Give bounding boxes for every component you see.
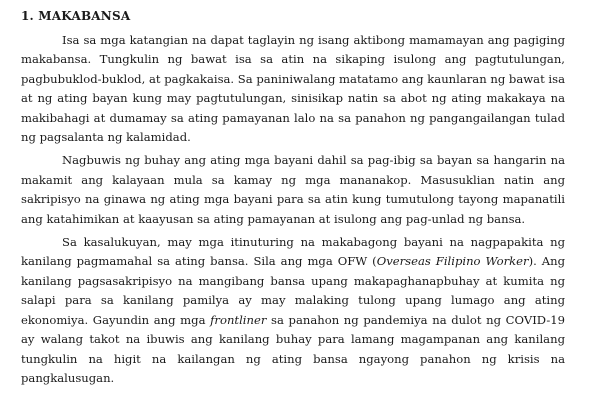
ofw-term-italic: Overseas Filipino Worker (376, 254, 529, 269)
paragraph-3-part-3: sa panahon ng pandemiya na dulot ng COVID-19 ay walang takot na ibuwis ang kanilang buhay para lamang magampanan ang kanilang tungkulin na higit na kailangan ng ating bansa ngayong panahon ng krisis na pangkalusugan. (21, 312, 565, 385)
frontliner-term-italic: frontliner (210, 312, 267, 327)
paragraph-2: Nagbuwis ng buhay ang ating mga bayani dahil sa pag-ibig sa bayan sa hangarin na makamit ang kalayaan mula sa kamay ng mga mananakop. Masusuklian natin ang sakripisyo na ginawa ng ating mga bayani para sa atin kung tumutulong tayong mapanatili ang katahimikan at kaayusan sa ating pamayanan at isulong ang pag-unlad ng bansa. (21, 153, 565, 226)
paragraph-3-part-2: ). Ang kanilang pagsasakripisyo na mangibang bansa upang makapaghanapbuhay at kumita ng salapi para sa kanilang pamilya ay may malaking tulong upang lumago ang ating ekonomiya. Gayundin ang mga (21, 254, 566, 327)
paragraph-3 (21, 233, 565, 388)
paragraph-1: Isa sa mga katangian na dapat taglayin ng isang aktibong mamamayan ang pagiging makabansa. Tungkulin ng bawat isa sa atin na sikaping isulong ang pagtutulungan, pagbubuklod-buklod, at pagkakaisa. Sa paniniwalang matatamo ang kaunlaran ng bawat isa at ng ating bayan kung may pagtutulungan, sinisikap natin sa abot ng ating makakaya na makibahagi at dumamay sa ating pamayanan lalo na sa panahon ng pangangailangan tulad ng pagsalanta ng kalamidad. (21, 33, 566, 145)
paragraph-3-part-1: Sa kasalukuyan, may mga itinuturing na makabagong bayani na nagpapakita ng kanilang pagmamahal sa ating bansa. Sila ang mga OFW ( (21, 235, 565, 269)
section-heading: 1. MAKABANSA (21, 9, 131, 23)
